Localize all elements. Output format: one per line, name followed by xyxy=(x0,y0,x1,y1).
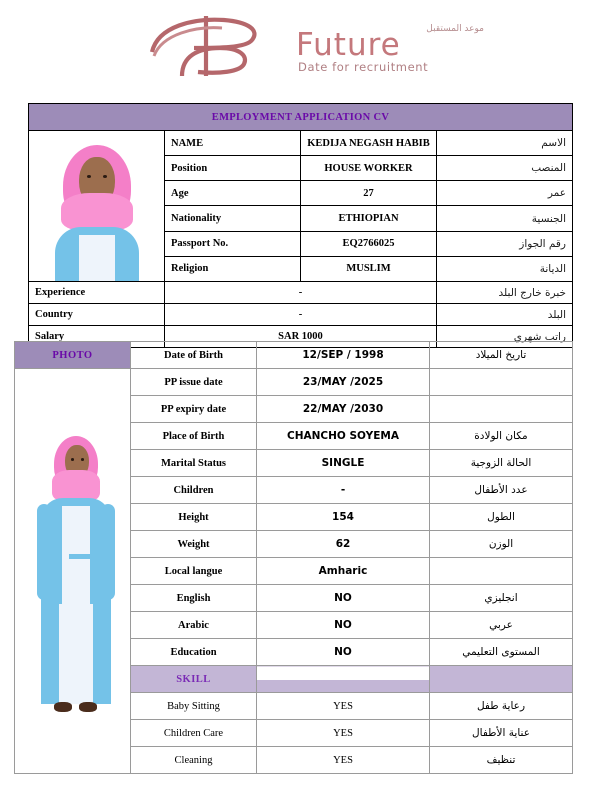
wide-field-value-0: - xyxy=(165,282,437,304)
field-label-arabic-5: عدد الأطفال xyxy=(430,477,573,504)
skill-label-2: Cleaning xyxy=(131,747,257,774)
wide-field-value-1: - xyxy=(165,304,437,326)
skill-banner-arabic-spacer xyxy=(430,666,573,693)
field-label-4: Passport No. xyxy=(165,231,301,256)
skill-value-0: YES xyxy=(257,693,430,720)
photo-cell xyxy=(29,131,165,282)
applicant-headshot xyxy=(49,131,145,281)
brand-tagline: Date for recruitment xyxy=(298,60,429,74)
big-photo-cell xyxy=(15,369,131,774)
field-value-0: 12/SEP / 1998 xyxy=(257,342,430,369)
field-label-arabic-6: الطول xyxy=(430,504,573,531)
field-label-arabic-5: الديانة xyxy=(437,256,573,281)
skill-label-arabic-1: عناية الأطفال xyxy=(430,720,573,747)
skill-label-arabic-0: رعاية طفل xyxy=(430,693,573,720)
field-label-7: Weight xyxy=(131,531,257,558)
field-label-arabic-2 xyxy=(430,396,573,423)
personal-details-table xyxy=(14,341,573,774)
skill-label-arabic-2: تنظيف xyxy=(430,747,573,774)
table-row xyxy=(29,304,573,326)
field-label-arabic-0: الاسم xyxy=(437,131,573,156)
field-label-2: Age xyxy=(165,181,301,206)
field-value-3: CHANCHO SOYEMA xyxy=(257,423,430,450)
skill-label-1: Children Care xyxy=(131,720,257,747)
field-label-10: Arabic xyxy=(131,612,257,639)
table-row xyxy=(29,131,573,156)
field-label-3: Nationality xyxy=(165,206,301,231)
brand-arabic: موعد المستقبل xyxy=(426,24,484,34)
field-value-2: 27 xyxy=(301,181,437,206)
wide-field-label-0: Experience xyxy=(29,282,165,304)
logo-header xyxy=(0,0,600,96)
field-value-11: NO xyxy=(257,639,430,666)
field-label-2: PP expiry date xyxy=(131,396,257,423)
field-value-7: 62 xyxy=(257,531,430,558)
field-label-arabic-0: تاريخ الميلاد xyxy=(430,342,573,369)
wide-field-label-1: Country xyxy=(29,304,165,326)
field-value-10: NO xyxy=(257,612,430,639)
field-label-11: Education xyxy=(131,639,257,666)
skill-value-2: YES xyxy=(257,747,430,774)
field-value-5: MUSLIM xyxy=(301,256,437,281)
field-value-5: - xyxy=(257,477,430,504)
brand-name: Future xyxy=(296,27,401,63)
field-value-1: 23/MAY /2025 xyxy=(257,369,430,396)
field-label-arabic-4: رقم الجواز xyxy=(437,231,573,256)
field-value-3: ETHIOPIAN xyxy=(301,206,437,231)
field-label-arabic-1: المنصب xyxy=(437,156,573,181)
field-label-arabic-2: عمر xyxy=(437,181,573,206)
field-label-8: Local langue xyxy=(131,558,257,585)
wide-field-label-2: Salary xyxy=(29,326,165,348)
skill-label-0: Baby Sitting xyxy=(131,693,257,720)
wide-field-label-arabic-0: خبرة خارج البلد xyxy=(437,282,573,304)
field-value-1: HOUSE WORKER xyxy=(301,156,437,181)
field-label-5: Children xyxy=(131,477,257,504)
field-label-4: Marital Status xyxy=(131,450,257,477)
field-label-9: English xyxy=(131,585,257,612)
field-label-arabic-3: مكان الولادة xyxy=(430,423,573,450)
cv-banner-title: EMPLOYMENT APPLICATION CV xyxy=(29,104,573,131)
employment-application-table xyxy=(28,103,573,348)
photo-banner-row xyxy=(15,342,573,369)
field-label-6: Height xyxy=(131,504,257,531)
field-value-6: 154 xyxy=(257,504,430,531)
field-label-3: Place of Birth xyxy=(131,423,257,450)
field-label-arabic-1 xyxy=(430,369,573,396)
brand-wordmark xyxy=(296,24,486,76)
wide-field-value-2: SAR 1000 xyxy=(165,326,437,348)
field-label-arabic-4: الحالة الزوجية xyxy=(430,450,573,477)
table-row xyxy=(15,369,573,396)
skill-banner-spacer xyxy=(257,666,430,693)
field-label-1: PP issue date xyxy=(131,369,257,396)
field-value-0: KEDIJA NEGASH HABIB xyxy=(301,131,437,156)
field-label-0: Date of Birth xyxy=(131,342,257,369)
field-label-arabic-3: الجنسية xyxy=(437,206,573,231)
wide-field-label-arabic-1: البلد xyxy=(437,304,573,326)
field-label-arabic-9: انجليزي xyxy=(430,585,573,612)
banner-row xyxy=(29,104,573,131)
field-label-0: NAME xyxy=(165,131,301,156)
future-swirl-logo-icon xyxy=(148,12,288,84)
field-value-9: NO xyxy=(257,585,430,612)
photo-banner-title: PHOTO xyxy=(15,342,131,369)
field-label-1: Position xyxy=(165,156,301,181)
field-label-arabic-11: المستوى التعليمي xyxy=(430,639,573,666)
skill-banner-title: SKILL xyxy=(131,666,257,693)
field-value-8: Amharic xyxy=(257,558,430,585)
field-label-5: Religion xyxy=(165,256,301,281)
field-value-2: 22/MAY /2030 xyxy=(257,396,430,423)
field-value-4: SINGLE xyxy=(257,450,430,477)
field-label-arabic-7: الوزن xyxy=(430,531,573,558)
field-label-arabic-10: عربي xyxy=(430,612,573,639)
applicant-full-body-photo xyxy=(21,436,131,736)
field-value-4: EQ2766025 xyxy=(301,231,437,256)
skill-value-1: YES xyxy=(257,720,430,747)
field-label-arabic-8 xyxy=(430,558,573,585)
wide-field-label-arabic-2: راتب شهري xyxy=(437,326,573,348)
table-row xyxy=(29,282,573,304)
